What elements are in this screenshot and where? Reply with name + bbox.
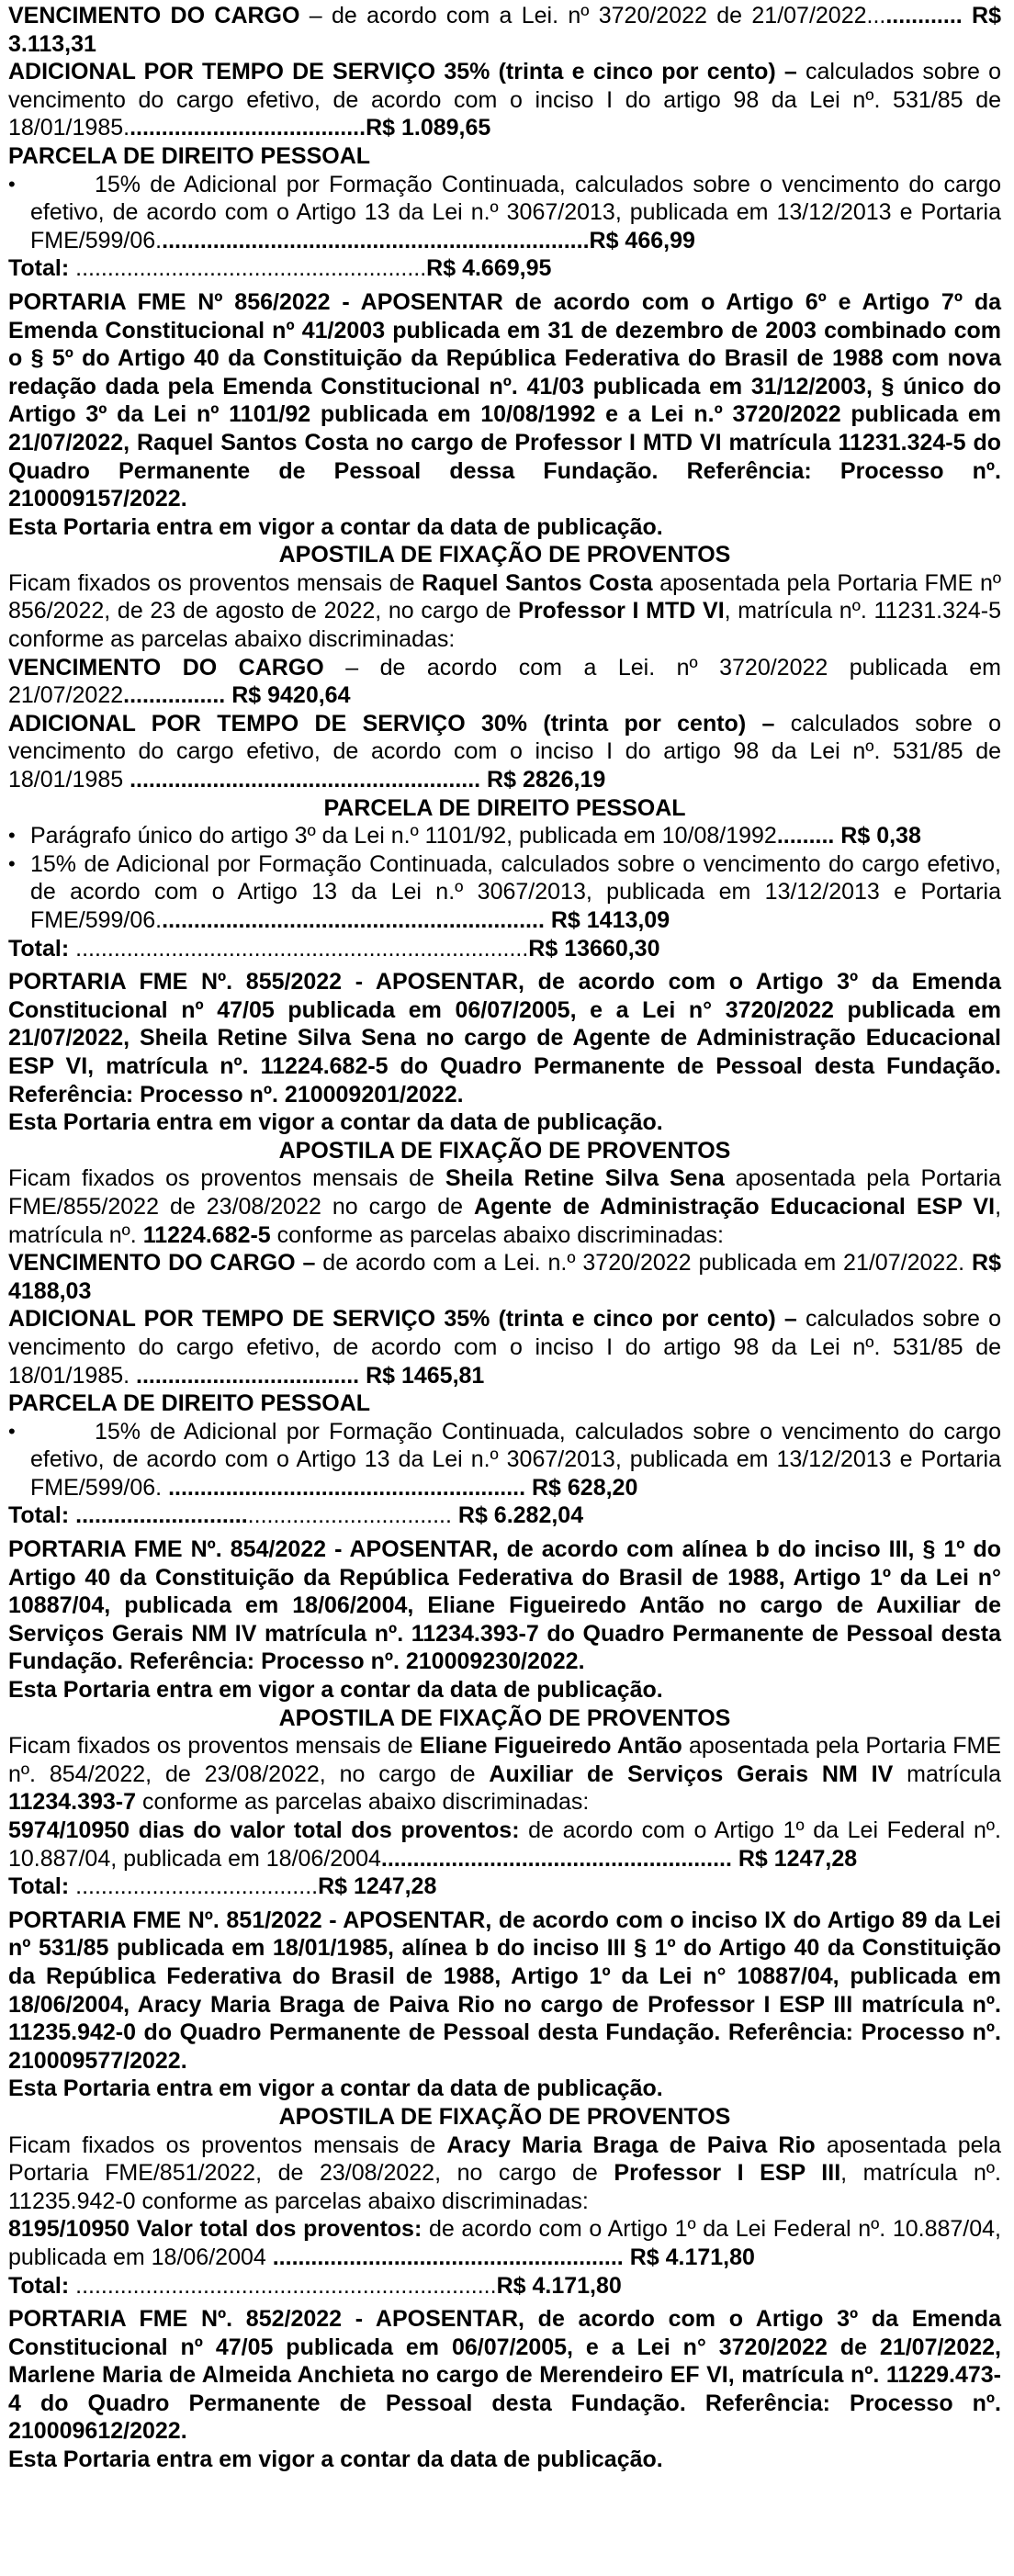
bold-text-run: 5974/10950 dias do valor total dos proventos: <box>8 1817 520 1843</box>
paragraph <box>8 142 1001 171</box>
text-run: matrícula <box>893 1760 1001 1787</box>
text-run: calculados sobre o vencimento do cargo efetivo, de acordo com o inciso I do artigo 98 da Lei nº. 531/85 de 18/01/1985. <box>8 59 1002 141</box>
text-run: aposentada pela Portaria FME nº. 854/2022, de 23/08/2022, no cargo de <box>8 1733 1001 1787</box>
text-run: 15% de Adicional por Formação Continuada, calculados sobre o vencimento do cargo efetivo, de acordo com o Artigo 13 da Lei n.º 3067/2013, publicada em 13/12/2013 e Portaria FME/599/06. <box>30 171 1001 253</box>
bullet-dot-icon: • <box>8 851 16 875</box>
bold-text-run: Total: <box>8 2272 76 2299</box>
paragraph <box>8 2305 1001 2446</box>
paragraph <box>8 710 1001 794</box>
bold-text-run: Total: <box>8 1873 76 1900</box>
bullet-item <box>8 1418 1001 1502</box>
bold-text-run: APOSTILA DE FIXAÇÃO DE PROVENTOS <box>278 2103 731 2130</box>
paragraph <box>8 2446 1001 2474</box>
bold-text-run: 11234.393-7 <box>8 1789 137 1816</box>
paragraph <box>8 1873 1001 1901</box>
bold-text-run: VENCIMENTO DO CARGO <box>8 3 300 28</box>
bold-text-run: PORTARIA FME Nº. 851/2022 - APOSENTAR, de acordo com o inciso IX do Artigo 89 da Lei nº 531/85 publicada em 18/01/1985, alínea b do inciso III § 1º do Artigo 40 da Constituição da República Federativa do Brasil de 1988, Artigo 1º da Lei n° 10887/04, publicada em 18/06/2004, Aracy Maria Braga de Paiva Rio no cargo de Professor I ESP III matrícula nº. 11235.942-0 do Quadro Permanente de Pessoal desta Fundação. Referência: Processo nº. 210009577/2022. <box>8 1907 1001 2074</box>
bold-text-run: R$ 13660,30 <box>528 935 660 962</box>
bullet-item <box>8 171 1001 255</box>
paragraph <box>8 1389 1001 1418</box>
bold-text-run: ......... R$ 0,38 <box>776 823 921 849</box>
paragraph <box>8 1732 1001 1817</box>
text-run: calculados sobre o vencimento do cargo efetivo, de acordo com o inciso I do artigo 98 da Lei nº. 531/85 de 18/01/1985 <box>8 710 1001 793</box>
text-run: .................................................................. <box>75 2272 497 2299</box>
text-run: Ficam fixados os proventos mensais de <box>8 2132 447 2158</box>
bold-text-run: Eliane Figueiredo Antão <box>419 1733 682 1760</box>
text-run: , matrícula nº. 11231.324-5 conforme as parcelas abaixo discriminadas: <box>8 598 1002 653</box>
bold-text-run: ....................................................... R$ 4.171,80 <box>272 2244 755 2270</box>
bullet-item <box>8 850 1001 935</box>
bold-text-run: R$ 1247,28 <box>318 1873 437 1900</box>
bold-text-run: PARCELA DE DIREITO PESSOAL <box>323 794 686 821</box>
bold-text-run: Professor I ESP III <box>614 2160 841 2187</box>
bold-text-run: Professor I MTD VI <box>518 598 725 624</box>
paragraph <box>8 1676 1001 1704</box>
text-run: Parágrafo único do artigo 3º da Lei n.º 1101/92, publicada em 10/08/1992 <box>30 823 777 849</box>
bold-text-run: Esta Portaria entra em vigor a contar da data de publicação. <box>8 1677 663 1704</box>
paragraph <box>8 968 1001 1108</box>
bold-text-run: PORTARIA FME Nº. 855/2022 - APOSENTAR, de acordo com o Artigo 3º da Emenda Constitucional nº 47/05 publicada em 06/07/2005, e a Lei n° 3720/2022 publicada em 21/07/2022, Sheila Retine Silva Sena no cargo de Agente de Administração Educacional ESP VI, matrícula nº. 11224.682-5 do Quadro Permanente de Pessoal desta Fundação. Referência: Processo nº. 210009201/2022. <box>8 969 1001 1108</box>
text-run: 15% de Adicional por Formação Continuada, calculados sobre o vencimento do cargo efetivo, de acordo com o Artigo 13 da Lei n.º 3067/2013, publicada em 13/12/2013 e Portaria FME/599/06. <box>30 850 1001 933</box>
bold-text-run: PARCELA DE DIREITO PESSOAL <box>8 142 371 169</box>
bullet-dot-icon: • <box>8 824 16 848</box>
bold-text-run: .....................................R$ 1.089,65 <box>130 115 491 141</box>
bold-text-run: 11224.682-5 <box>142 1221 271 1248</box>
paragraph <box>8 2075 1001 2103</box>
paragraph <box>8 1305 1001 1389</box>
bullet-text <box>30 850 1001 935</box>
bold-text-run: Esta Portaria entra em vigor a contar da data de publicação. <box>8 2447 663 2473</box>
paragraph <box>8 2 1001 58</box>
paragraph <box>8 1502 1001 1530</box>
bold-text-run: PORTARIA FME Nº. 854/2022 - APOSENTAR, de acordo com alínea b do inciso III, § 1º do Artigo 40 da Constituição da República Federativa do Brasil de 1988, Artigo 1º da Lei n° 10887/04, publicada em 18/06/2004, Eliane Figueiredo Antão no cargo de Auxiliar de Serviços Gerais NM IV matrícula nº. 11234.393-7 do Quadro Permanente de Pessoal desta Fundação. Referência: Processo nº. 210009230/2022. <box>8 1536 1001 1675</box>
text-run: de acordo com o Artigo 1º da Lei Federal nº. 10.887/04, publicada em 18/06/2004 <box>8 2216 1002 2270</box>
bold-text-run: ................................... R$ 1465,81 <box>136 1362 485 1389</box>
paragraph <box>8 1817 1001 1873</box>
text-run: Ficam fixados os proventos mensais de <box>8 1165 445 1192</box>
bold-text-run: ............................................................ R$ 1413,09 <box>162 907 670 933</box>
paragraph <box>8 1907 1001 2075</box>
paragraph <box>8 58 1001 142</box>
text-run: ....................................................... <box>75 255 427 282</box>
section-heading <box>8 2103 1001 2132</box>
paragraph <box>8 2272 1001 2300</box>
bold-text-run: ................ R$ 9420,64 <box>123 682 351 709</box>
bold-text-run: Auxiliar de Serviços Gerais NM IV <box>489 1760 894 1787</box>
bold-text-run: ....................................................... R$ 1247,28 <box>380 1845 858 1872</box>
text-run: – de acordo com a Lei. nº 3720/2022 publicada em 21/07/2022 <box>8 654 1001 709</box>
bold-text-run: VENCIMENTO DO CARGO – <box>8 1250 316 1277</box>
text-run: , matrícula nº. 11235.942-0 conforme as parcelas abaixo discriminadas: <box>8 2160 1002 2214</box>
bold-text-run: R$ 4.171,80 <box>496 2272 622 2299</box>
bullet-text <box>30 822 1001 850</box>
bullet-item <box>8 822 1001 850</box>
bullet-text <box>30 1418 1001 1502</box>
paragraph <box>8 1108 1001 1137</box>
bold-text-run: Total: <box>8 935 76 962</box>
text-run: – de acordo com a Lei. nº 3720/2022 de 21/07/2022... <box>299 3 886 28</box>
bold-text-run: R$ 4.669,95 <box>426 255 552 282</box>
text-run: Ficam fixados os proventos mensais de <box>8 1733 420 1760</box>
section-heading <box>8 794 1001 823</box>
bold-text-run: Agente de Administração Educacional ESP VI <box>474 1193 996 1220</box>
section-heading <box>8 1704 1001 1733</box>
paragraph <box>8 2132 1001 2216</box>
paragraph <box>8 654 1001 710</box>
bullet-dot-icon: • <box>8 1419 16 1443</box>
bold-text-run: APOSTILA DE FIXAÇÃO DE PROVENTOS <box>278 1704 731 1731</box>
text-run: de acordo com a Lei. n.º 3720/2022 publicada em 21/07/2022. <box>315 1250 973 1277</box>
text-run: aposentada pela Portaria FME nº 856/2022, de 23 de agosto de 2022, no cargo de <box>8 569 1001 624</box>
text-run: conforme as parcelas abaixo discriminadas: <box>136 1789 590 1816</box>
paragraph <box>8 513 1001 542</box>
bold-text-run: Esta Portaria entra em vigor a contar da data de publicação. <box>8 513 663 540</box>
paragraph <box>8 2215 1001 2271</box>
bold-text-run: 8195/10950 Valor total dos proventos: <box>8 2216 422 2243</box>
bold-text-run: PORTARIA FME Nº 856/2022 - APOSENTAR de acordo com o Artigo 6º e Artigo 7º da Emenda Constitucional nº 41/2003 publicada em 31 de dezembro de 2003 combinado com o § 5º do Artigo 40 da Constituição da República Federativa do Brasil de 1988 com nova redação dada pela Emenda Constitucional nº. 41/03 publicada em 31/12/2003, § único do Artigo 3º da Lei nº 1101/92 publicada em 10/08/1992 e a Lei n.º 3720/2022 publicada em 21/07/2022, Raquel Santos Costa no cargo de Professor I MTD VI matrícula 11231.324-5 do Quadro Permanente de Pessoal dessa Fundação. Referência: Processo nº. 210009157/2022. <box>8 288 1001 512</box>
text-run: conforme as parcelas abaixo discriminadas: <box>270 1221 725 1248</box>
paragraph <box>8 1249 1001 1305</box>
text-run: Ficam fixados os proventos mensais de <box>8 569 422 596</box>
text-run: , matrícula nº. <box>8 1193 1002 1248</box>
paragraph <box>8 1535 1001 1676</box>
bold-text-run: ADICIONAL POR TEMPO DE SERVIÇO 35% (trinta e cinco por cento) – <box>8 59 797 85</box>
bold-text-run: ...................................................................R$ 466,99 <box>162 227 695 253</box>
section-heading <box>8 541 1001 569</box>
text-run: 15% de Adicional por Formação Continuada, calculados sobre o vencimento do cargo efetivo, de acordo com o Artigo 13 da Lei n.º 3067/2013, publicada em 13/12/2013 e Portaria FME/599/06. <box>30 1418 1001 1501</box>
bold-text-run: APOSTILA DE FIXAÇÃO DE PROVENTOS <box>278 1137 731 1164</box>
bold-text-run: Esta Portaria entra em vigor a contar da data de publicação. <box>8 1109 663 1136</box>
text-run: de acordo com o Artigo 1º da Lei Federal nº. 10.887/04, publicada em 18/06/2004 <box>8 1817 1002 1872</box>
bold-text-run: R$ 6.282,04 <box>457 1502 584 1529</box>
bold-text-run: PARCELA DE DIREITO PESSOAL <box>8 1390 371 1417</box>
paragraph <box>8 569 1001 654</box>
bold-text-run: ........................................................ R$ 628,20 <box>168 1474 638 1501</box>
bold-text-run: Total: ........................... <box>8 1502 248 1529</box>
bold-text-run: ............ R$ 3.113,31 <box>8 3 1001 57</box>
text-run: ...................................... <box>75 1873 319 1900</box>
paragraph <box>8 935 1001 963</box>
bullet-dot-icon: • <box>8 172 16 196</box>
bold-text-run: Total: <box>8 255 76 282</box>
text-run: aposentada pela Portaria FME/855/2022 de 23/08/2022 no cargo de <box>8 1165 1001 1220</box>
text-run: aposentada pela Portaria FME/851/2022, de 23/08/2022, no cargo de <box>8 2132 1001 2187</box>
bold-text-run: PORTARIA FME Nº. 852/2022 - APOSENTAR, de acordo com o Artigo 3º da Emenda Constitucional nº 47/05 publicada em 06/07/2005, e a Lei n° 3720/2022 de 21/07/2022, Marlene Maria de Almeida Anchieta no cargo de Merendeiro EF VI, matrícula nº. 11229.473-4 do Quadro Permanente de Pessoal desta Fundação. Referência: Processo nº. 210009612/2022. <box>8 2306 1001 2445</box>
bold-text-run: ADICIONAL POR TEMPO DE SERVIÇO 35% (trinta e cinco por cento) – <box>8 1306 797 1333</box>
text-run: ................................ <box>247 1502 458 1529</box>
bold-text-run: Esta Portaria entra em vigor a contar da data de publicação. <box>8 2075 663 2102</box>
text-run: calculados sobre o vencimento do cargo efetivo, de acordo com o inciso I do artigo 98 da Lei nº. 531/85 de 18/01/1985. <box>8 1306 1002 1389</box>
section-heading <box>8 1137 1001 1165</box>
bold-text-run: ....................................................... R$ 2826,19 <box>130 767 606 793</box>
bold-text-run: ADICIONAL POR TEMPO DE SERVIÇO 30% (trinta por cento) – <box>8 710 775 737</box>
bold-text-run: APOSTILA DE FIXAÇÃO DE PROVENTOS <box>278 542 731 568</box>
paragraph <box>8 288 1001 513</box>
paragraph <box>8 1164 1001 1249</box>
bold-text-run: Raquel Santos Costa <box>422 569 653 596</box>
text-run: ....................................................................... <box>75 935 529 962</box>
bold-text-run: VENCIMENTO DO CARGO <box>8 654 324 681</box>
bold-text-run: R$ 4188,03 <box>8 1250 1001 1304</box>
bold-text-run: Aracy Maria Braga de Paiva Rio <box>446 2132 816 2158</box>
bullet-text <box>30 171 1001 255</box>
paragraph <box>8 254 1001 283</box>
bold-text-run: Sheila Retine Silva Sena <box>445 1165 725 1192</box>
